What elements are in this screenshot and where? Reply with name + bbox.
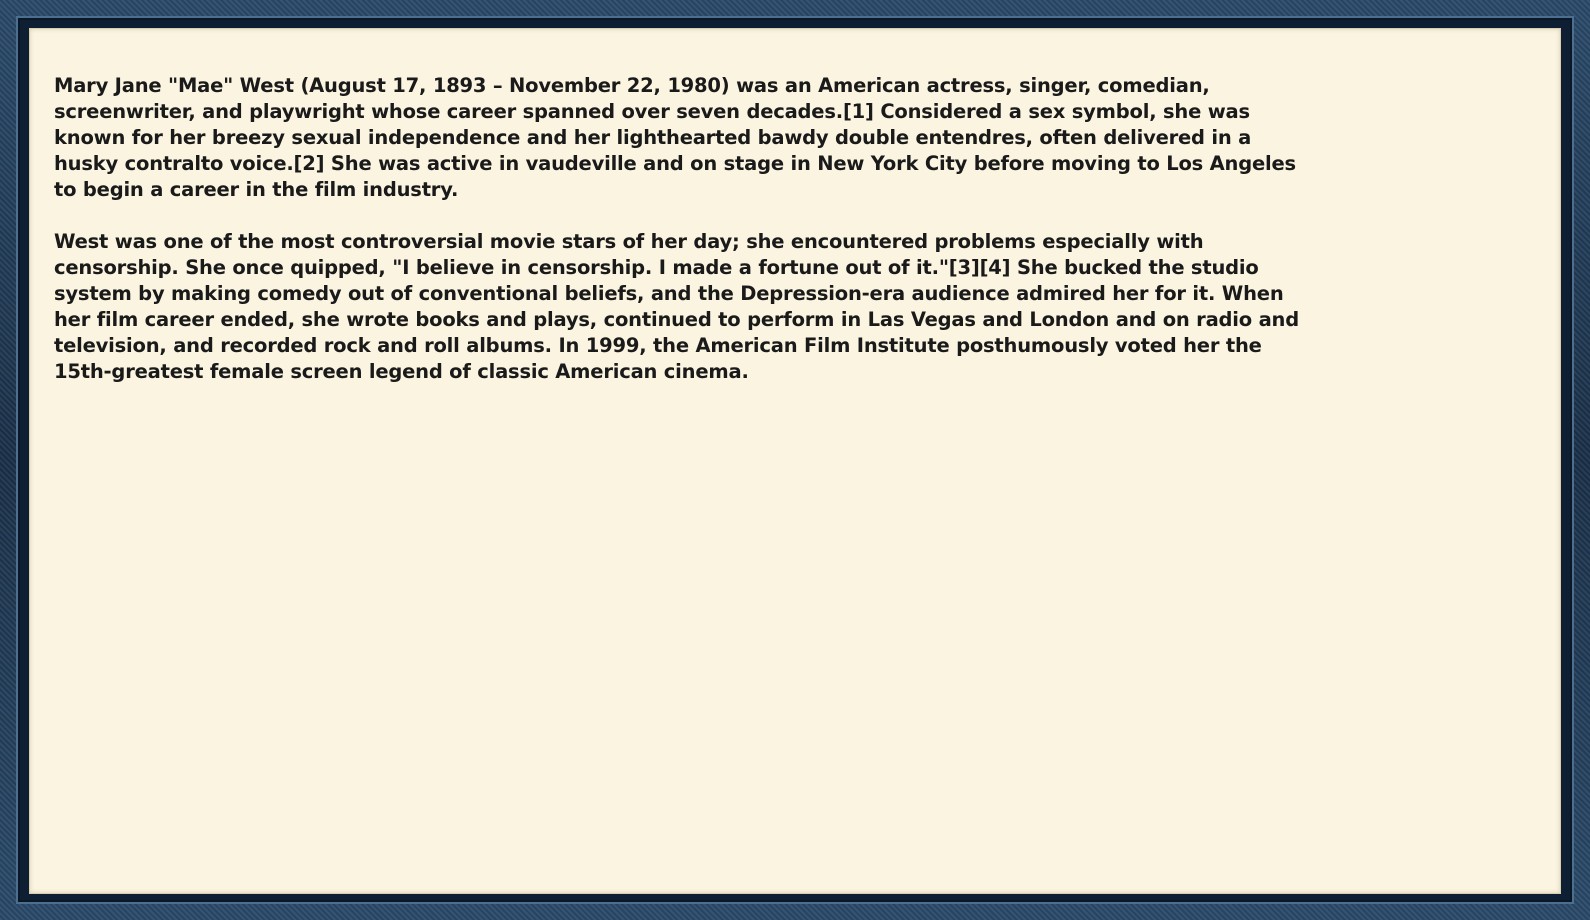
paragraph-1: Mary Jane "Mae" West (August 17, 1893 – November 22, 1980) was an American actress, singer, comedian, screenwriter, and playwright whose career spanned over seven decades.[1] Considered a sex symbol, she was known for her breezy sexual independence and her lighthearted bawdy double entendres, often delivered in a husky contralto voice.[2] She was active in vaudeville and on stage in New York City before moving to Los Angeles to begin a career in the film industry. xyxy=(54,74,1296,201)
document-body xyxy=(54,73,1314,411)
paragraph-2: West was one of the most controversial movie stars of her day; she encountered problems especially with censorship. She once quipped, "I believe in censorship. I made a fortune out of it."[3][4] She bucked the studio system by making comedy out of conventional beliefs, and the Depression-era audience admired her for it. When her film career ended, she wrote books and plays, continued to perform in Las Vegas and London and on radio and television, and recorded rock and roll albums. In 1999, the American Film Institute posthumously voted her the 15th-greatest female screen legend of classic American cinema. xyxy=(54,230,1299,383)
